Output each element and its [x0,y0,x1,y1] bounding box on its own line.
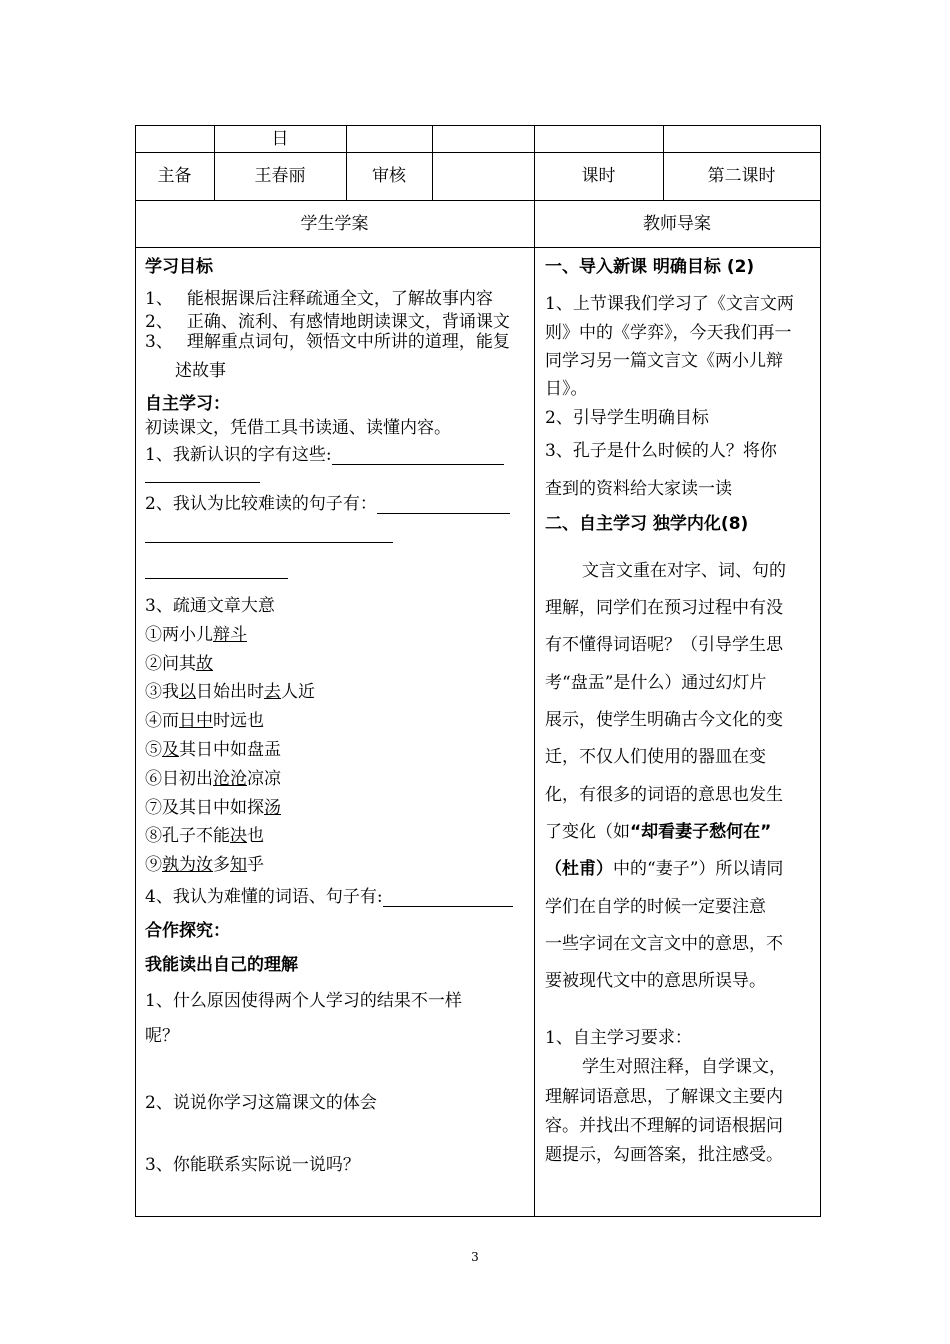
discussion-question: 1、什么原因使得两个人学习的结果不一样 [145,991,462,1011]
phrase-item: ⑥日初出沧沧凉凉 [145,769,281,789]
question-text: 4、我认为难懂的词语、句子有: [145,887,383,907]
header-preparer-label: 主备 [157,166,192,186]
teacher-text-line: 1、自主学习要求： [545,1028,692,1048]
discussion-question: 3、你能联系实际说一说吗？ [145,1155,360,1175]
underlined-word: 沧沧 [213,769,247,789]
teacher-text-line: 1、上节课我们学习了《文言文两 [545,294,794,314]
answer-blank[interactable] [377,497,510,514]
answer-blank[interactable] [332,448,504,465]
goal-number: 2、 [145,312,173,332]
teacher-text-line: 题提示，勾画答案，批注感受。 [545,1145,783,1165]
header-period-label: 课时 [581,166,616,186]
teacher-text-line: 理解词语意思，了解课文主要内 [545,1087,783,1107]
self-study-title: 自主学习： [145,394,230,414]
teacher-text-line: 日》。 [545,379,588,399]
poet-name: （杜甫） [545,859,613,879]
phrase-item: ②问其故 [145,654,213,674]
goal-number: 1、 [145,289,173,309]
goal-item [145,327,510,352]
teacher-text-line: 3、孔子是什么时候的人？将你 [545,441,777,461]
teacher-text-line: 文言文重在对字、词、句的 [582,561,786,581]
table-divider-main [534,125,535,1217]
question-text: 2、我认为比较难读的句子有： [145,494,377,514]
goal-text: 理解重点词句，领悟文中所讲的道理，能复 [186,332,510,352]
teacher-text-line: 学们在自学的时候一定要注意 [545,897,766,917]
teacher-text-line: 理解，同学们在预习过程中有没 [545,598,783,618]
phrase-item: ⑧孔子不能决也 [145,826,264,846]
teacher-text-line: 容。并找出不理解的词语根据问 [545,1116,783,1136]
teacher-text-line: 则》中的《学弈》，今天我们再一 [545,323,792,343]
poem-quote: “却看妻子愁何在” [630,822,772,842]
teacher-text-line: 要被现代文中的意思所误导。 [545,971,766,991]
underlined-word: 辩斗 [213,625,247,645]
underlined-word: 知 [230,855,247,875]
teacher-text-line: 同学习另一篇文言文《两小儿辩 [545,351,783,371]
phrase-item: ①两小儿辩斗 [145,625,247,645]
teacher-text-line: 有不懂得词语呢？（引导学生思 [545,635,783,655]
goal-item [145,284,493,309]
teacher-text-line: 学生对照注释，自学课文， [582,1057,786,1077]
goals-title: 学习目标 [145,257,213,277]
underlined-word: 以 [179,682,196,702]
teacher-text-line: 了变化（如“却看妻子愁何在” [545,822,772,842]
answer-blank-line[interactable] [145,482,260,483]
underlined-word: 决 [230,826,247,846]
phrase-item: ⑨孰为汝多知乎 [145,855,264,875]
teacher-text-line: （杜甫）中的“妻子”）所以请同 [545,859,784,879]
cooperation-title: 合作探究： [145,921,230,941]
table-border-left [135,125,136,1217]
teacher-text-line: 考“盘盂”是什么）通过幻灯片 [545,673,767,693]
table-border-bottom [135,1216,821,1217]
discussion-question-cont: 呢？ [145,1026,179,1046]
teacher-text-line: 展示，使学生明确古今文化的变 [545,710,783,730]
page-number: 3 [471,1250,479,1264]
goal-text: 能根据课后注释疏通全文，了解故事内容 [186,289,493,309]
header-preparer-name: 王春丽 [254,166,306,186]
table-rule [663,125,664,200]
answer-blank[interactable] [383,890,513,907]
question-hard-sentences [145,489,510,514]
goal-number: 3、 [145,332,173,352]
question-text: 1、我新认识的字有这些: [145,445,332,465]
goal-text-continued: 述故事 [175,361,226,381]
header-period-value: 第二课时 [707,166,776,186]
phrase-item: ⑤及其日中如盘盂 [145,740,281,760]
section-intro-title: 一、导入新课 明确目标 (2) [545,257,755,277]
table-rule [346,125,347,200]
teacher-text-line: 一些字词在文言文中的意思，不 [545,934,783,954]
table-rule [432,125,433,200]
phrase-item: ③我以日始出时去人近 [145,682,315,702]
underlined-word: 去 [264,682,281,702]
question-hard-words [145,882,513,907]
underlined-word: 故 [196,654,213,674]
teacher-text-line: 2、引导学生明确目标 [545,408,709,428]
teacher-text-line: 迁，不仅人们使用的器皿在变 [545,747,766,767]
header-review-label: 审核 [372,166,406,186]
teacher-text-line: 查到的资料给大家读一读 [545,479,732,499]
student-plan-heading: 学生学案 [300,214,369,234]
header-day-cell: 日 [271,129,289,149]
table-border-right [820,125,821,1217]
section-selfstudy-title: 二、自主学习 独学内化(8) [545,514,749,534]
goal-text: 正确、流利、有感情地朗读课文，背诵课文 [186,312,510,332]
table-rule [135,152,821,153]
underlined-word: 孰为汝 [162,855,213,875]
teacher-plan-heading: 教师导案 [643,214,711,234]
table-rule [135,200,821,201]
phrase-item: ④而日中时远也 [145,711,264,731]
underlined-word: 日中 [179,711,213,731]
underlined-word: 及 [162,740,179,760]
discussion-question: 2、说说你学习这篇课文的体会 [145,1093,377,1113]
answer-blank-line[interactable] [145,542,393,543]
answer-blank-line[interactable] [145,578,288,579]
table-rule [135,247,821,248]
phrase-item: ⑦及其日中如探汤 [145,798,281,818]
question-meaning: 3、疏通文章大意 [145,596,275,616]
question-new-chars [145,440,504,465]
table-border-top [135,125,821,126]
teacher-text-line: 化，有很多的词语的意思也发生 [545,785,783,805]
self-study-intro: 初读课文，凭借工具书读通、读懂内容。 [145,418,451,438]
underlined-word: 汤 [264,798,281,818]
understanding-title: 我能读出自己的理解 [145,955,298,975]
